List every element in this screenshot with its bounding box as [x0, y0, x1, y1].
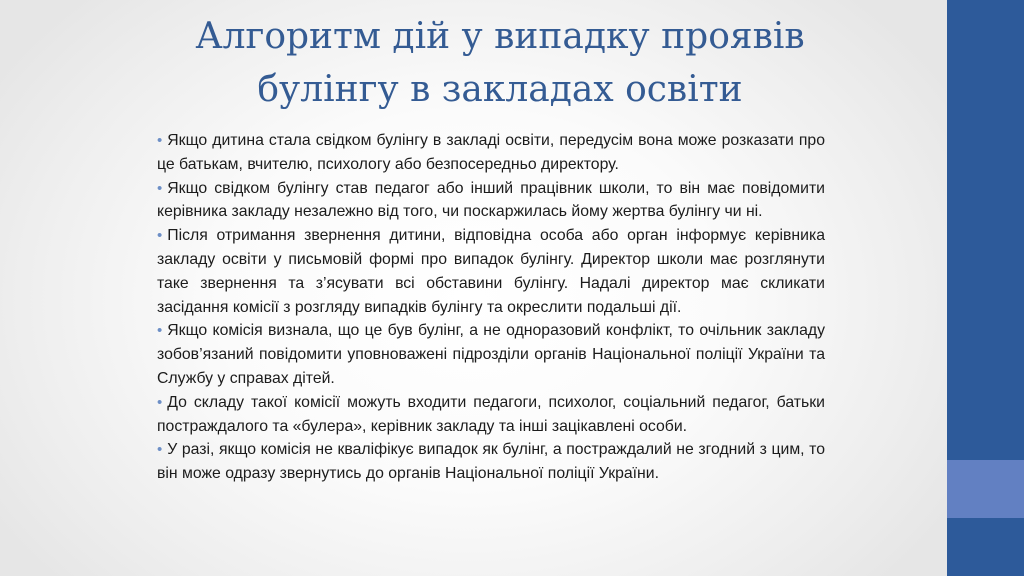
bullet-dot-icon: • [157, 393, 163, 411]
bullet-item-3 [157, 224, 825, 319]
bullet-item-4 [157, 319, 825, 390]
bullet-item-5 [157, 391, 825, 439]
bullet-text-6: У разі, якщо комісія не кваліфікує випадок як булінг, а постраждалий не згодний з цим, то він може одразу звернутись до органів Національної поліції України. [157, 441, 825, 483]
sidebar-accent-block [947, 460, 1024, 518]
bullet-text-3: Після отримання звернення дитини, відповідна особа або орган інформує керівника закладу освіти у письмовій формі про випадок булінгу. Директор школи має розглянути таке звернення та з’ясувати всі обставини булінгу. Надалі директор має скликати засідання комісії з розгляду випадків булінгу та окреслити подальші дії. [157, 227, 825, 316]
bullet-text-1: Якщо дитина стала свідком булінгу в закладі освіти, передусім вона може розказати про це батькам, вчителю, психологу або безпосередньо директору. [157, 132, 825, 173]
slide-title [150, 10, 850, 116]
bullet-text-4: Якщо комісія визнала, що це був булінг, а не одноразовий конфлікт, то очільник закладу зобов’язаний повідомити уповноважені підрозділи органів Національної поліції України та Службу у справах дітей. [157, 322, 825, 387]
bullet-item-1 [157, 129, 825, 177]
slide-title-line-1: Алгоритм дій у випадку проявів [195, 16, 805, 57]
bullet-item-2 [157, 177, 825, 225]
bullet-dot-icon: • [157, 227, 163, 245]
bullet-dot-icon: • [157, 441, 163, 459]
bullet-text-5: До складу такої комісії можуть входити педагоги, психолог, соціальний педагог, батьки постраждалого та «булера», керівник закладу та інші зацікавлені особи. [157, 393, 825, 435]
bullet-dot-icon: • [157, 132, 163, 149]
bullet-dot-icon: • [157, 179, 163, 197]
bullet-item-6 [157, 438, 825, 486]
slide-title-line-2: булінгу в закладах освіти [257, 69, 743, 110]
bullet-list [157, 129, 825, 486]
bullet-dot-icon: • [157, 322, 163, 340]
bullet-text-2: Якщо свідком булінгу став педагог або інший працівник школи, то він має повідомити керівника закладу незалежно від того, чи поскаржилась йому жертва булінгу чи ні. [157, 179, 825, 221]
